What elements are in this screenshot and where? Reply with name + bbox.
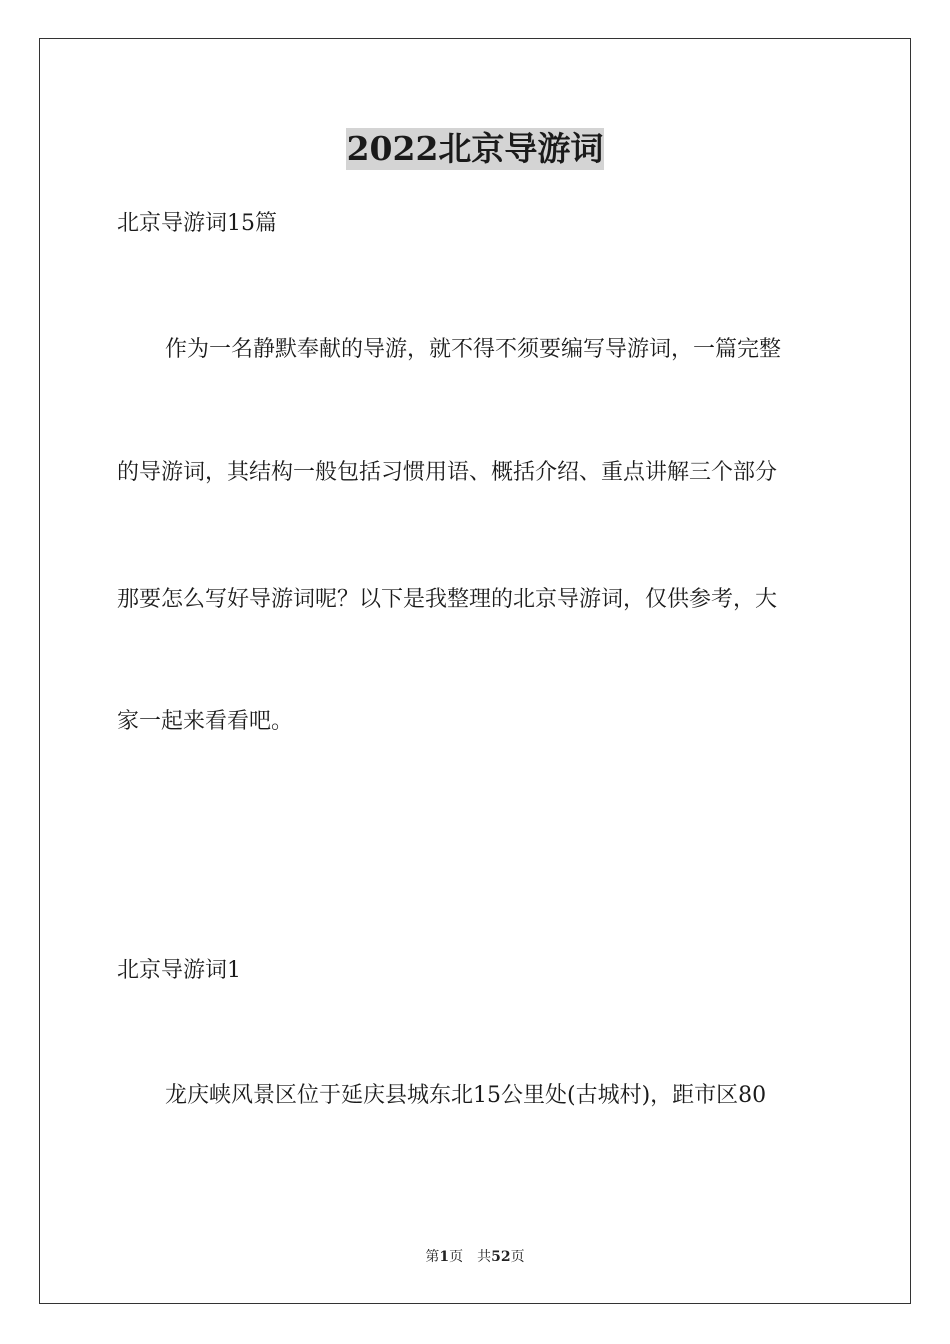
title-container — [0, 128, 950, 170]
section-first-line: 龙庆峡风景区位于延庆县城东北15公里处(古城村)，距市区80 — [165, 1083, 767, 1108]
footer-page-suffix: 页 — [449, 1249, 464, 1265]
intro-line-1: 作为一名静默奉献的导游，就不得不须要编写导游词，一篇完整 — [165, 337, 782, 362]
footer-current-page: 1 — [439, 1249, 450, 1265]
footer-page-prefix: 第 — [425, 1249, 440, 1265]
intro-line-3: 那要怎么写好导游词呢？以下是我整理的北京导游词，仅供参考，大 — [117, 587, 778, 612]
intro-line-4: 家一起来看看吧。 — [117, 709, 294, 734]
footer-total-prefix: 共 — [477, 1249, 492, 1265]
intro-line-2: 的导游词，其结构一般包括习惯用语、概括介绍、重点讲解三个部分 — [117, 460, 778, 485]
document-title: 2022北京导游词 — [346, 129, 604, 168]
footer-total-suffix: 页 — [510, 1249, 525, 1265]
footer-total-pages: 52 — [491, 1249, 511, 1265]
page-footer — [0, 1248, 950, 1266]
document-subtitle: 北京导游词15篇 — [117, 211, 277, 236]
section-heading: 北京导游词1 — [117, 958, 241, 983]
